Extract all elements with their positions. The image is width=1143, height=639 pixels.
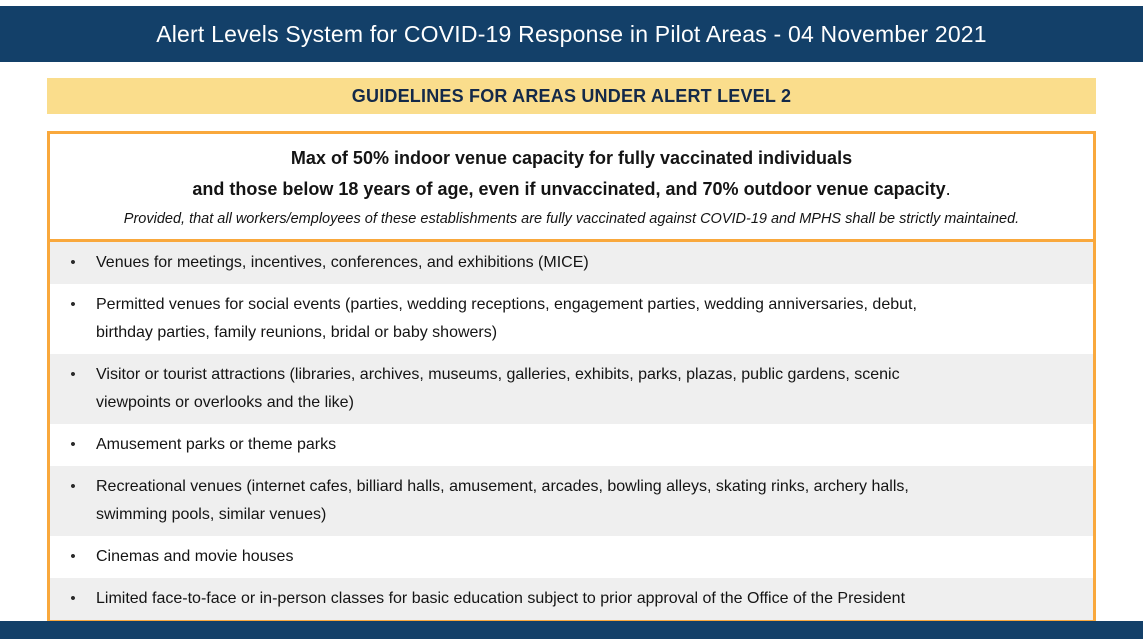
guideline-line: birthday parties, family reunions, bridal or baby showers) bbox=[96, 324, 498, 341]
guideline-text bbox=[96, 431, 1073, 459]
footer-band bbox=[0, 621, 1143, 639]
bullet-dot-icon: • bbox=[70, 590, 76, 607]
guideline-text bbox=[96, 473, 1073, 529]
capacity-line-2 bbox=[68, 174, 1075, 205]
guideline-line: Limited face-to-face or in-person classes for basic education subject to prior approval of the Office of the President bbox=[96, 590, 906, 607]
guideline-row-social-events bbox=[50, 284, 1093, 354]
guideline-row-recreational-venues bbox=[50, 466, 1093, 536]
guideline-line: Permitted venues for social events (parties, wedding receptions, engagement parties, wedding anniversaries, debut, bbox=[96, 296, 917, 313]
bullet-dot-icon: • bbox=[70, 478, 76, 495]
guideline-row-tourist-attractions bbox=[50, 354, 1093, 424]
capacity-line-2-period: . bbox=[945, 179, 951, 199]
guideline-line: viewpoints or overlooks and the like) bbox=[96, 394, 354, 411]
page-title: Alert Levels System for COVID-19 Response in Pilot Areas - 04 November 2021 bbox=[156, 20, 987, 47]
guideline-text bbox=[96, 585, 1073, 613]
guideline-row-mice bbox=[50, 242, 1093, 284]
bullet-dot-icon: • bbox=[70, 254, 76, 271]
guideline-text bbox=[96, 543, 1073, 571]
proviso-note: Provided, that all workers/employees of these establishments are fully vaccinated against COVID-19 and MPHS shall be strictly maintained. bbox=[123, 211, 1020, 227]
guideline-row-amusement-parks bbox=[50, 424, 1093, 466]
capacity-statement bbox=[50, 134, 1093, 242]
bullet-dot-icon: • bbox=[70, 436, 76, 453]
bullet-dot-icon: • bbox=[70, 296, 76, 313]
bullet-dot-icon: • bbox=[70, 366, 76, 383]
guideline-rows bbox=[50, 242, 1093, 620]
bullet-dot-icon: • bbox=[70, 548, 76, 565]
capacity-line-1: Max of 50% indoor venue capacity for fully vaccinated individuals bbox=[290, 148, 853, 168]
guideline-row-cinemas bbox=[50, 536, 1093, 578]
guideline-line: swimming pools, similar venues) bbox=[96, 506, 327, 523]
capacity-line-2-text: and those below 18 years of age, even if unvaccinated, and 70% outdoor venue capacity bbox=[192, 179, 946, 199]
guideline-text bbox=[96, 249, 1073, 277]
guidelines-box bbox=[47, 131, 1096, 623]
guideline-text bbox=[96, 291, 1073, 347]
guideline-line: Cinemas and movie houses bbox=[96, 548, 294, 565]
banner-label: GUIDELINES FOR AREAS UNDER ALERT LEVEL 2 bbox=[351, 85, 792, 106]
guideline-text bbox=[96, 361, 1073, 417]
guideline-row-face-to-face-classes bbox=[50, 578, 1093, 620]
guideline-line: Recreational venues (internet cafes, billiard halls, amusement, arcades, bowling alleys, skating rinks, archery halls, bbox=[96, 478, 909, 495]
guideline-line: Amusement parks or theme parks bbox=[96, 436, 337, 453]
alert-level-banner bbox=[47, 78, 1096, 114]
guideline-line: Visitor or tourist attractions (libraries, archives, museums, galleries, exhibits, parks, plazas, public gardens, scenic bbox=[96, 366, 900, 383]
header-band bbox=[0, 6, 1143, 62]
guideline-line: Venues for meetings, incentives, conferences, and exhibitions (MICE) bbox=[96, 254, 589, 271]
